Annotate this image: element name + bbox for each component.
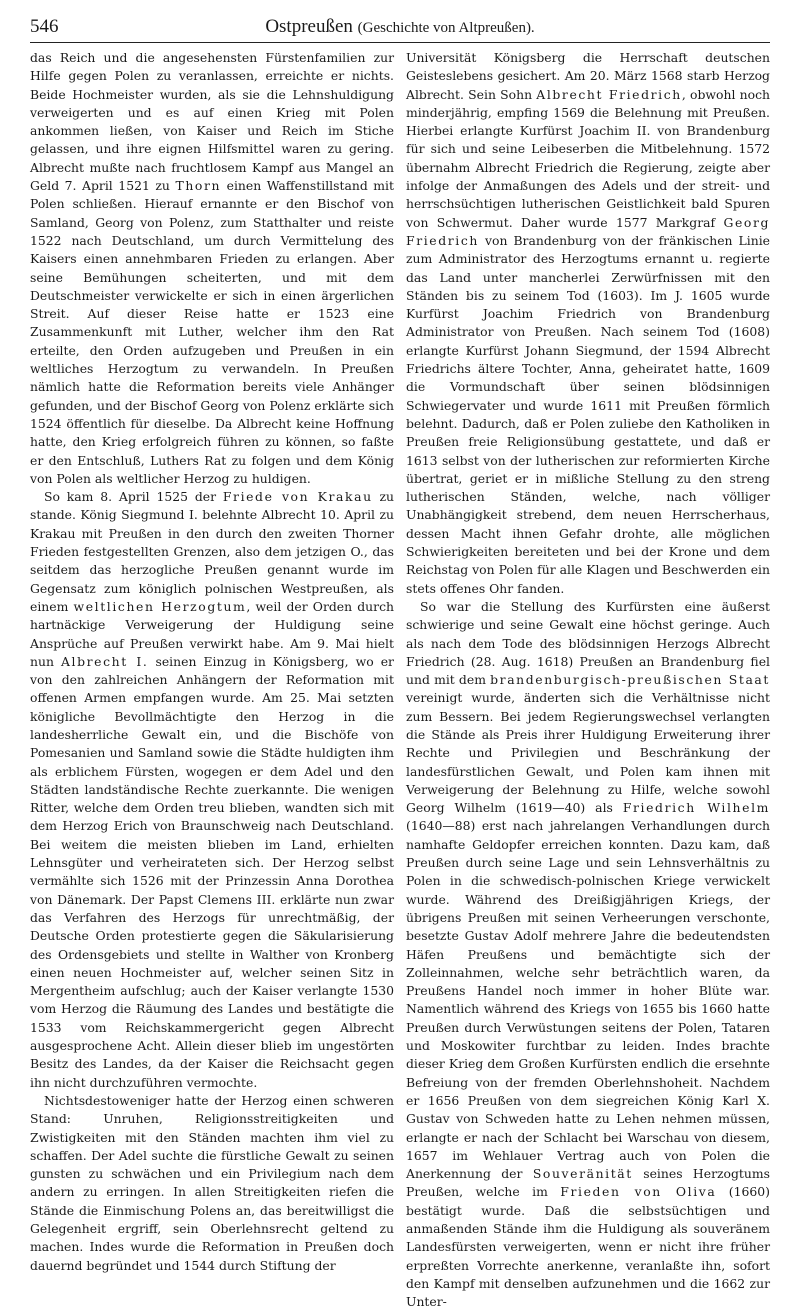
spaced-term: Albrecht I. <box>60 653 149 669</box>
running-title-subtitle: (Geschichte von Altpreußen). <box>357 20 535 36</box>
text-run: einen Waffenstillstand mit Polen schließen. Hierauf ernannte er den Bischof von Samland, Georg von Polenz, zum Statthalter und reiste 1522 nach Deutschland, um durch Vermittelung des Kaisers einen annehmbaren Frieden zu erlangen. Aber seine Bemühungen scheiterten, und mit dem Deutschmeister verwickelte er sich in einen ärgerlichen Streit. Auf dieser Reise hatte er 1523 eine Zusammenkunft mit Luther, welcher ihm den Rat erteilte, den Orden aufzugeben und Preußen in ein weltliches Herzogtum zu verwandeln. In Preußen nämlich hatte die Reformation bereits viele Anhänger gefunden, und der Bischof Georg von Polenz erklärte sich 1524 öffentlich für dieselbe. Da Albrecht keine Hoffnung hatte, den Krieg erfolgreich führen zu können, so faßte er den Entschluß, Luthers Rat zu folgen und dem König von Polen als weltlicher Herzog zu huldigen. <box>30 178 394 486</box>
text-columns <box>30 49 770 1311</box>
page-number: 546 <box>30 16 59 37</box>
text-run: , obwohl noch minderjährig, empfing 1569 die Belehnung mit Preußen. Hierbei erlangte Kurfürst Joachim II. von Brandenburg für sich und seine Leibeserben die Mitbelehnung. 1572 übernahm Albrecht Friedrich die Regierung, zeigte aber infolge der Anmaßungen des Adels und der streit- und herrschsüchtigen lutherischen Geistlichkeit bald Spuren von Schwermut. Daher wurde 1577 Markgraf <box>406 86 770 230</box>
left-column <box>30 49 394 1311</box>
spaced-term: brandenburgisch-preußischen Staat <box>490 672 770 688</box>
paragraph <box>30 49 394 488</box>
right-column <box>406 49 770 1311</box>
spaced-term: weltlichen Herzogtum <box>73 598 247 614</box>
text-run: seines Herzogtums Preußen, welche im <box>406 1166 770 1200</box>
spaced-term: Frieden von Oliva <box>560 1184 717 1200</box>
spaced-term: Georg Friedrich <box>406 214 770 248</box>
spaced-term: Souveränität <box>532 1166 633 1182</box>
paragraph <box>406 49 770 598</box>
paragraph <box>406 598 770 1311</box>
spaced-term: Albrecht Friedrich <box>536 86 682 102</box>
running-title <box>30 16 770 38</box>
paragraph: Nichtsdestoweniger hatte der Herzog einen schweren Stand: Unruhen, Religionsstreitigkeiten und Zwistigkeiten mit den Ständen machten ihm viel zu schaffen. Der Adel suchte die fürstliche Gewalt zu seinen gunsten zu schwächen und ein Privilegium nach dem andern zu erringen. In allen Streitigkeiten riefen die Stände die Einmischung Polens an, das bereitwilligst die Gelegenheit ergriff, sein Oberlehnsrecht geltend zu machen. Indes wurde die Reformation in Preußen doch dauernd begründet und 1544 durch Stiftung der <box>30 1092 394 1273</box>
text-run: das Reich und die angesehensten Fürstenfamilien zur Hilfe gegen Polen zu veranlassen, erreichte er nichts. Beide Hochmeister wurden, als sie die Lehnshuldigung verweigerten und es auf einen Krieg mit Polen ankommen ließen, von Kaiser und Reich im Stiche gelassen, und ihre eignen Hilfsmittel waren zu gering. Albrecht mußte nach fruchtlosem Kampf aus Mangel an Geld 7. April 1521 zu <box>30 50 394 194</box>
text-run: So war die Stellung des Kurfürsten eine äußerst schwierige und seine Gewalt eine höchst geringe. Auch als nach dem Tode des blödsinnigen Herzogs Albrecht Friedrich (28. Aug. 1618) Preußen an Brandenburg fiel und mit dem <box>406 598 770 688</box>
spaced-term: Thorn <box>175 178 222 194</box>
text-run: (1640—88) erst nach jahrelangen Verhandlungen durch namhafte Geldopfer erreichen konnten. Dazu kam, daß Preußen durch seine Lage und sein Lehnsverhältnis zu Polen in die schwedisch-polnischen Kriege verwickelt wurde. Während des Dreißigjährigen Kriegs, der übrigens Preußen mit seinen Verheerungen verschonte, besetzte Gustav Adolf mehrere Jahre die bedeutendsten Häfen Preußens und bemächtigte sich der Zolleinnahmen, welche sehr beträchtlich waren, da Preußens Handel noch immer in hoher Blüte war. Namentlich während des Kriegs von 1655 bis 1660 hatte Preußen durch Verwüstungen seitens der Polen, Tataren und Moskowiter furchtbar zu leiden. Indes brachte dieser Krieg dem Großen Kurfürsten endlich die ersehnte Befreiung von der fremden Oberlehnshoheit. Nachdem er 1656 Preußen von dem siegreichen König Karl X. Gustav von Schweden hatte zu Lehen nehmen müssen, erlangte er nach der Schlacht bei Warschau von diesem, 1657 im Wehlauer Vertrag auch von Polen die Anerkennung der <box>406 818 770 1182</box>
text-run: Universität Königsberg die Herrschaft deutschen Geisteslebens gesichert. Am 20. März 1568 starb Herzog Albrecht. Sein Sohn <box>406 50 770 102</box>
text-run: vereinigt wurde, änderten sich die Verhältnisse nicht zum Bessern. Bei jedem Regierungswechsel verlangten die Stände als Preis ihrer Huldigung Erweiterung ihrer Rechte und Privilegien und Beschränkung der landesfürstlichen Gewalt, und Polen kam ihnen mit Verweigerung der Belehnung zu Hilfe, welche sowohl Georg Wilhelm (1619—40) als <box>406 690 770 816</box>
page-header <box>30 14 770 43</box>
text-run: zu stande. König Siegmund I. belehnte Albrecht 10. April zu Krakau mit Preußen in den durch den zweiten Thorner Frieden festgestellten Grenzen, also dem jetzigen O., das seitdem das herzogliche Preußen genannt wurde im Gegensatz zum königlich polnischen Westpreußen, als einem <box>30 489 395 614</box>
spaced-term: Friede von Krakau <box>222 489 373 505</box>
running-title-main: Ostpreußen <box>265 16 353 37</box>
spaced-term: Friedrich Wilhelm <box>622 800 770 816</box>
text-run: , weil der Orden durch hartnäckige Verweigerung der Huldigung seine Ansprüche auf Preußen verwirkt habe. Am 9. Mai hielt nun <box>30 598 395 669</box>
paragraph <box>30 488 394 1092</box>
text-run: von Brandenburg von der fränkischen Linie zum Administrator des Herzogtums ernannt u. regierte das Land unter mancherlei Zerwürfnissen mit den Ständen bis zu seinem Tod (1603). Im J. 1605 wurde Kurfürst Joachim Friedrich von Brandenburg Administrator von Preußen. Nach seinem Tod (1608) erlangte Kurfürst Johann Siegmund, der 1594 Albrecht Friedrichs ältere Tochter, Anna, geheiratet hatte, 1609 die Vormundschaft über seinen blödsinnigen Schwiegervater und wurde 1611 mit Preußen förmlich belehnt. Dadurch, daß er Polen zuliebe den Katholiken in Preußen freie Religionsübung gestattete, und daß er 1613 selbst von der lutherischen zur reformierten Kirche übertrat, geriet er in mißliche Stellung zu den streng lutherischen Ständen, welche, nach völliger Unabhängigkeit strebend, dem neuen Herrscherhaus, dessen Macht ihnen Gefahr drohte, alle möglichen Schwierigkeiten bereiteten und bei der Krone und dem Reichstag von Polen für alle Klagen und Beschwerden ein stets offenes Ohr fanden. <box>406 232 770 596</box>
text-run: So kam 8. April 1525 der <box>44 489 223 505</box>
text-run: (1660) bestätigt wurde. Daß die selbstsüchtigen und anmaßenden Stände ihm die Huldigung als souveränem Landesfürsten verweigerten, wenn er nicht ihre früher erpreßten Vorrechte anerkenne, veranlaßte ihn, sofort den Kampf mit denselben aufzunehmen und die 1662 zur Unter- <box>406 1184 770 1310</box>
text-run: seinen Einzug in Königsberg, wo er von den zahlreichen Anhängern der Reformation mit offenen Armen empfangen wurde. Am 25. Mai setzten königliche Bevollmächtigte den Herzog in die landesherrliche Gewalt ein, und die Bischöfe von Pomesanien und Samland sowie die Städte huldigten ihm als erblichem Fürsten, wogegen er dem Adel und den Städten landständische Rechte zuerkannte. Die wenigen Ritter, welche dem Orden treu blieben, wandten sich mit dem Herzog Erich von Braunschweig nach Deutschland. Bei weitem die meisten blieben im Land, erhielten Lehnsgüter und verheirateten sich. Der Herzog selbst vermählte sich 1526 mit der Prinzessin Anna Dorothea von Dänemark. Der Papst Clemens III. erklärte nun zwar das Verfahren des Herzogs für unrechtmäßig, der Deutsche Orden protestierte gegen die Säkularisierung des Ordensgebiets und stellte in Walther von Kronberg einen neuen Hochmeister auf, welcher seinen Sitz in Mergentheim aufschlug; auch der Kaiser verlangte 1530 vom Herzog die Räumung des Landes und bestätigte die 1533 vom Reichskammergericht gegen Albrecht ausgesprochene Acht. Allein dieser blieb im ungestörten Besitz des Landes, da der Kaiser die Reichsacht gegen ihn nicht durchzuführen vermochte. <box>30 653 394 1090</box>
